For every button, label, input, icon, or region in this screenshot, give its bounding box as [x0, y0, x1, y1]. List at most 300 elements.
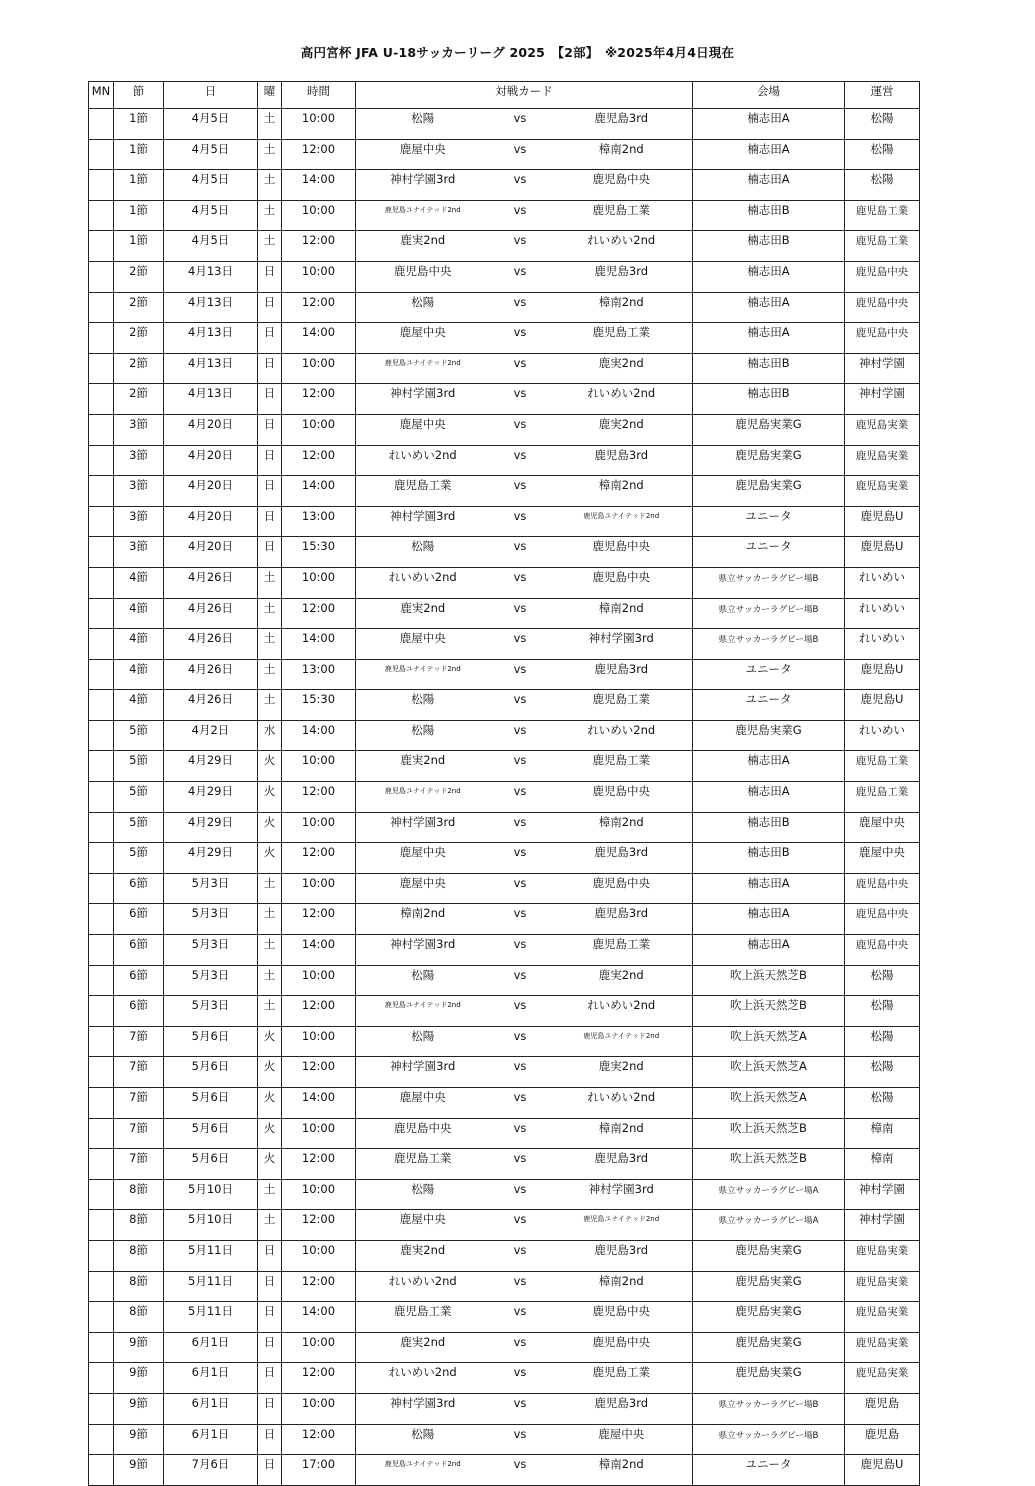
team-a-cell-text: 松陽 — [411, 111, 435, 125]
team-b-cell-text: 鹿児島工業 — [592, 937, 650, 952]
organizer-cell — [845, 1455, 920, 1486]
organizer-cell — [845, 1179, 920, 1210]
day-cell — [258, 1210, 282, 1241]
mn-cell — [89, 445, 114, 476]
venue-cell-text: 楠志田A — [747, 875, 790, 890]
team-b-cell — [551, 1240, 693, 1271]
date-cell — [164, 812, 258, 843]
organizer-cell-text: 鹿児島 — [864, 1426, 900, 1441]
organizer-cell — [845, 476, 920, 507]
vs-cell-text: vs — [513, 1365, 527, 1380]
round-cell — [114, 353, 164, 384]
organizer-cell-text: 鹿児島実業 — [855, 1244, 909, 1257]
day-cell-text: 土 — [263, 1181, 276, 1196]
venue-cell — [693, 200, 845, 231]
time-cell-text: 12:00 — [301, 294, 336, 309]
vs-cell-text: vs — [513, 753, 527, 768]
organizer-cell-text: 神村学園 — [859, 1181, 905, 1196]
vs-cell — [490, 1455, 551, 1486]
date-cell-text: 5月6日 — [191, 1059, 230, 1074]
team-a-cell — [356, 506, 490, 537]
venue-cell — [693, 629, 845, 660]
time-cell-text: 10:00 — [301, 1181, 336, 1196]
team-b-cell — [551, 109, 693, 140]
vs-cell-text: vs — [513, 1151, 527, 1166]
team-a-cell — [356, 690, 490, 721]
venue-cell-text: 楠志田A — [747, 141, 790, 156]
team-a-cell — [356, 751, 490, 782]
venue-cell — [693, 231, 845, 262]
time-cell — [282, 1118, 356, 1149]
team-a-cell-text: 鹿実2nd — [400, 233, 446, 248]
team-b-cell-text: 樟南2nd — [598, 600, 644, 615]
date-cell — [164, 506, 258, 537]
round-cell — [114, 1271, 164, 1302]
time-cell — [282, 690, 356, 721]
vs-cell — [490, 537, 551, 568]
date-cell-text: 4月20日 — [188, 508, 233, 523]
table-row — [89, 139, 920, 170]
organizer-cell — [845, 445, 920, 476]
date-cell — [164, 476, 258, 507]
team-b-cell — [551, 1393, 693, 1424]
team-a-cell — [356, 537, 490, 568]
venue-cell — [693, 384, 845, 415]
vs-cell — [490, 506, 551, 537]
day-cell — [258, 1424, 282, 1455]
mn-cell — [89, 323, 114, 354]
team-b-cell — [551, 200, 693, 231]
vs-cell-text: vs — [513, 1212, 527, 1227]
vs-cell-text: vs — [513, 600, 527, 615]
organizer-cell-text: 鹿児島工業 — [855, 204, 909, 217]
organizer-cell — [845, 965, 920, 996]
organizer-cell — [845, 109, 920, 140]
vs-cell-text: vs — [513, 1457, 527, 1472]
organizer-cell-text: 鹿児島工業 — [855, 786, 909, 799]
time-cell — [282, 506, 356, 537]
team-b-cell — [551, 1302, 693, 1333]
mn-cell — [89, 904, 114, 935]
team-b-cell — [551, 445, 693, 476]
organizer-cell-text: 松陽 — [870, 998, 894, 1013]
venue-cell-text: 吹上浜天然芝A — [730, 1028, 807, 1043]
round-cell — [114, 782, 164, 813]
team-a-cell-text: 神村学園3rd — [390, 937, 456, 952]
organizer-cell-text: 鹿屋中央 — [859, 814, 905, 829]
team-a-cell — [356, 843, 490, 874]
time-cell — [282, 231, 356, 262]
date-cell-text: 6月1日 — [191, 1426, 230, 1441]
round-cell — [114, 567, 164, 598]
organizer-cell — [845, 537, 920, 568]
mn-cell — [89, 1026, 114, 1057]
day-cell-text: 水 — [263, 722, 276, 737]
team-b-cell — [551, 261, 693, 292]
team-a-cell-text: れいめい2nd — [388, 569, 457, 584]
mn-cell — [89, 629, 114, 660]
day-cell-text: 火 — [263, 1059, 276, 1074]
vs-cell — [490, 1026, 551, 1057]
venue-cell — [693, 935, 845, 966]
date-cell-text: 4月26日 — [188, 631, 233, 646]
date-cell — [164, 1332, 258, 1363]
time-cell — [282, 935, 356, 966]
team-a-cell — [356, 292, 490, 323]
team-a-cell — [356, 1455, 490, 1486]
day-cell-text: 火 — [263, 1028, 276, 1043]
team-a-cell-text: 鹿実2nd — [400, 1242, 446, 1257]
day-cell — [258, 873, 282, 904]
date-cell — [164, 414, 258, 445]
round-cell — [114, 751, 164, 782]
team-b-cell-text: 鹿児島3rd — [594, 661, 649, 676]
organizer-cell — [845, 1271, 920, 1302]
team-b-cell-text: 鹿児島工業 — [592, 202, 650, 217]
vs-cell — [490, 445, 551, 476]
day-cell — [258, 1057, 282, 1088]
date-cell — [164, 996, 258, 1027]
mn-cell — [89, 537, 114, 568]
venue-cell-text: ユニータ — [745, 661, 792, 676]
mn-cell — [89, 720, 114, 751]
day-cell-text: 日 — [263, 478, 276, 493]
day-cell-text: 日 — [263, 355, 276, 370]
date-cell-text: 4月13日 — [188, 325, 233, 340]
time-cell — [282, 353, 356, 384]
team-b-cell-text: 樟南2nd — [598, 478, 644, 493]
team-a-cell-text: 鹿児島工業 — [394, 478, 452, 493]
date-cell — [164, 1118, 258, 1149]
date-cell — [164, 1088, 258, 1119]
team-a-cell-text: 鹿屋中央 — [399, 325, 446, 340]
vs-cell-text: vs — [513, 478, 527, 493]
team-b-cell — [551, 506, 693, 537]
organizer-cell — [845, 690, 920, 721]
team-a-cell-text: 松陽 — [411, 967, 435, 982]
team-b-cell — [551, 414, 693, 445]
date-cell-text: 5月6日 — [191, 1151, 230, 1166]
venue-cell-text: ユニータ — [745, 539, 792, 554]
team-a-cell-text: 鹿児島ユナイテッド2nd — [384, 358, 461, 367]
time-cell — [282, 1393, 356, 1424]
time-cell-text: 13:00 — [301, 508, 336, 523]
team-a-cell-text: 鹿児島中央 — [394, 1120, 452, 1135]
table-row — [89, 445, 920, 476]
table-row — [89, 1424, 920, 1455]
time-cell-text: 14:00 — [301, 631, 336, 646]
team-b-cell-text: 鹿児島中央 — [592, 1304, 650, 1319]
time-cell-text: 12:00 — [301, 1365, 336, 1380]
organizer-cell-text: 樟南 — [870, 1120, 894, 1135]
round-cell-text: 3節 — [129, 478, 148, 493]
round-cell — [114, 1424, 164, 1455]
table-row — [89, 1271, 920, 1302]
venue-cell-text: 楠志田B — [747, 814, 790, 829]
team-a-cell — [356, 720, 490, 751]
round-cell-text: 6節 — [129, 967, 148, 982]
team-b-cell-text: 鹿児島3rd — [594, 447, 649, 462]
organizer-cell-text: 鹿屋中央 — [859, 845, 905, 860]
team-a-cell-text: 鹿児島ユナイテッド2nd — [384, 205, 461, 214]
date-cell-text: 6月1日 — [191, 1334, 230, 1349]
header-time: 時間 — [282, 82, 356, 109]
mn-cell — [89, 1424, 114, 1455]
vs-cell — [490, 935, 551, 966]
vs-cell — [490, 261, 551, 292]
team-b-cell-text: 鹿児島ユナイテッド2nd — [583, 1031, 660, 1040]
header-venue: 会場 — [693, 82, 845, 109]
day-cell — [258, 1332, 282, 1363]
date-cell-text: 4月29日 — [188, 784, 233, 799]
organizer-cell — [845, 720, 920, 751]
organizer-cell-text: 鹿児島中央 — [855, 327, 909, 340]
time-cell — [282, 109, 356, 140]
team-a-cell — [356, 782, 490, 813]
date-cell-text: 6月1日 — [191, 1365, 230, 1380]
team-b-cell-text: 鹿実2nd — [598, 967, 644, 982]
team-b-cell — [551, 139, 693, 170]
time-cell-text: 10:00 — [301, 416, 336, 431]
date-cell-text: 4月13日 — [188, 386, 233, 401]
time-cell-text: 14:00 — [301, 937, 336, 952]
vs-cell — [490, 139, 551, 170]
date-cell-text: 4月20日 — [188, 478, 233, 493]
date-cell-text: 5月11日 — [188, 1242, 233, 1257]
venue-cell — [693, 751, 845, 782]
venue-cell-text: 吹上浜天然芝A — [730, 1059, 807, 1074]
round-cell-text: 3節 — [129, 508, 148, 523]
table-row — [89, 384, 920, 415]
day-cell — [258, 720, 282, 751]
round-cell-text: 2節 — [129, 325, 148, 340]
day-cell-text: 土 — [263, 172, 276, 187]
venue-cell — [693, 1424, 845, 1455]
venue-cell-text: 県立サッカーラグビー場B — [718, 604, 819, 615]
team-a-cell-text: 神村学園3rd — [390, 386, 456, 401]
venue-cell-text: ユニータ — [745, 692, 792, 707]
vs-cell — [490, 782, 551, 813]
vs-cell-text: vs — [513, 631, 527, 646]
time-cell — [282, 629, 356, 660]
round-cell-text: 7節 — [129, 1090, 148, 1104]
date-cell — [164, 1179, 258, 1210]
day-cell — [258, 1271, 282, 1302]
venue-cell-text: 楠志田A — [747, 784, 790, 799]
round-cell — [114, 720, 164, 751]
organizer-cell — [845, 812, 920, 843]
day-cell — [258, 843, 282, 874]
vs-cell — [490, 598, 551, 629]
vs-cell — [490, 109, 551, 140]
time-cell-text: 12:00 — [301, 600, 336, 615]
venue-cell-text: 楠志田A — [747, 325, 790, 340]
table-row — [89, 353, 920, 384]
table-row — [89, 812, 920, 843]
vs-cell — [490, 292, 551, 323]
team-a-cell — [356, 1057, 490, 1088]
date-cell-text: 4月29日 — [188, 845, 233, 860]
mn-cell — [89, 965, 114, 996]
team-b-cell-text: 樟南2nd — [598, 141, 644, 156]
time-cell-text: 10:00 — [301, 875, 336, 890]
round-cell — [114, 1210, 164, 1241]
venue-cell — [693, 506, 845, 537]
mn-cell — [89, 782, 114, 813]
vs-cell — [490, 1118, 551, 1149]
mn-cell — [89, 1240, 114, 1271]
table-row — [89, 567, 920, 598]
day-cell — [258, 1118, 282, 1149]
header-match: 対戦カード — [356, 82, 693, 109]
venue-cell — [693, 170, 845, 201]
mn-cell — [89, 476, 114, 507]
table-row — [89, 476, 920, 507]
mn-cell — [89, 1271, 114, 1302]
time-cell — [282, 292, 356, 323]
team-a-cell — [356, 1240, 490, 1271]
time-cell-text: 12:00 — [301, 1426, 336, 1441]
round-cell — [114, 690, 164, 721]
mn-cell — [89, 873, 114, 904]
team-a-cell-text: 神村学園3rd — [390, 508, 456, 523]
day-cell — [258, 751, 282, 782]
team-a-cell-text: 鹿児島ユナイテッド2nd — [384, 664, 461, 673]
time-cell-text: 12:00 — [301, 906, 336, 921]
vs-cell — [490, 1088, 551, 1119]
day-cell — [258, 1149, 282, 1180]
round-cell-text: 5節 — [129, 784, 148, 799]
mn-cell — [89, 996, 114, 1027]
time-cell-text: 10:00 — [301, 1395, 336, 1410]
vs-cell — [490, 904, 551, 935]
date-cell — [164, 231, 258, 262]
organizer-cell-text: 鹿児島中央 — [855, 265, 909, 278]
date-cell-text: 5月11日 — [188, 1273, 233, 1288]
round-cell — [114, 965, 164, 996]
time-cell-text: 12:00 — [301, 386, 336, 401]
time-cell-text: 10:00 — [301, 569, 336, 584]
team-a-cell — [356, 1302, 490, 1333]
team-a-cell — [356, 1118, 490, 1149]
team-b-cell-text: 鹿児島工業 — [592, 325, 650, 340]
time-cell — [282, 384, 356, 415]
day-cell-text: 土 — [263, 202, 276, 217]
day-cell-text: 土 — [263, 569, 276, 584]
day-cell-text: 火 — [263, 814, 276, 829]
date-cell — [164, 782, 258, 813]
round-cell-text: 2節 — [129, 355, 148, 370]
table-row — [89, 1057, 920, 1088]
vs-cell — [490, 200, 551, 231]
organizer-cell — [845, 598, 920, 629]
date-cell — [164, 1424, 258, 1455]
team-b-cell — [551, 659, 693, 690]
organizer-cell-text: れいめい — [859, 600, 905, 615]
day-cell — [258, 659, 282, 690]
day-cell-text: 土 — [263, 937, 276, 952]
organizer-cell-text: 鹿児島中央 — [855, 296, 909, 309]
vs-cell-text: vs — [513, 141, 527, 156]
round-cell-text: 1節 — [129, 233, 148, 248]
round-cell — [114, 1332, 164, 1363]
team-b-cell — [551, 353, 693, 384]
time-cell-text: 10:00 — [301, 355, 336, 370]
team-a-cell-text: 松陽 — [411, 692, 435, 707]
team-b-cell-text: 鹿児島3rd — [594, 1242, 649, 1257]
vs-cell — [490, 629, 551, 660]
date-cell — [164, 598, 258, 629]
mn-cell — [89, 1057, 114, 1088]
time-cell-text: 12:00 — [301, 1212, 336, 1227]
team-a-cell-text: 鹿児島工業 — [394, 1304, 452, 1319]
round-cell-text: 9節 — [129, 1365, 148, 1380]
table-row — [89, 751, 920, 782]
team-b-cell-text: 鹿児島中央 — [592, 172, 650, 187]
vs-cell-text: vs — [513, 386, 527, 401]
team-b-cell-text: 樟南2nd — [598, 1273, 644, 1288]
organizer-cell-text: 鹿児島実業 — [855, 1306, 909, 1319]
time-cell — [282, 996, 356, 1027]
team-a-cell — [356, 935, 490, 966]
team-a-cell — [356, 170, 490, 201]
venue-cell — [693, 659, 845, 690]
team-a-cell — [356, 445, 490, 476]
date-cell — [164, 384, 258, 415]
time-cell-text: 10:00 — [301, 111, 336, 125]
organizer-cell — [845, 1240, 920, 1271]
team-a-cell — [356, 567, 490, 598]
team-b-cell-text: 鹿児島工業 — [592, 1365, 650, 1380]
venue-cell-text: 楠志田A — [747, 111, 790, 125]
vs-cell — [490, 414, 551, 445]
date-cell-text: 5月3日 — [191, 906, 230, 921]
date-cell-text: 5月6日 — [191, 1120, 230, 1135]
vs-cell-text: vs — [513, 539, 527, 554]
date-cell — [164, 537, 258, 568]
vs-cell — [490, 1210, 551, 1241]
day-cell-text: 日 — [263, 1304, 276, 1319]
vs-cell-text: vs — [513, 998, 527, 1013]
table-row — [89, 598, 920, 629]
venue-cell — [693, 261, 845, 292]
vs-cell-text: vs — [513, 263, 527, 278]
date-cell-text: 4月5日 — [191, 172, 230, 187]
team-a-cell-text: 鹿実2nd — [400, 1334, 446, 1349]
vs-cell — [490, 965, 551, 996]
venue-cell — [693, 323, 845, 354]
vs-cell-text: vs — [513, 692, 527, 707]
organizer-cell-text: 鹿児島工業 — [855, 755, 909, 768]
round-cell-text: 7節 — [129, 1059, 148, 1074]
organizer-cell-text: 鹿児島実業 — [855, 449, 909, 462]
time-cell-text: 14:00 — [301, 1090, 336, 1104]
team-a-cell-text: れいめい2nd — [388, 1365, 457, 1380]
day-cell-text: 日 — [263, 1395, 276, 1410]
time-cell-text: 14:00 — [301, 722, 336, 737]
team-a-cell-text: 神村学園3rd — [390, 1059, 456, 1074]
day-cell-text: 日 — [263, 1426, 276, 1441]
team-a-cell-text: れいめい2nd — [388, 447, 457, 462]
vs-cell — [490, 1149, 551, 1180]
organizer-cell — [845, 170, 920, 201]
date-cell-text: 4月13日 — [188, 263, 233, 278]
organizer-cell — [845, 659, 920, 690]
venue-cell-text: 鹿児島実業G — [735, 1304, 802, 1319]
mn-cell — [89, 843, 114, 874]
mn-cell — [89, 292, 114, 323]
day-cell — [258, 231, 282, 262]
